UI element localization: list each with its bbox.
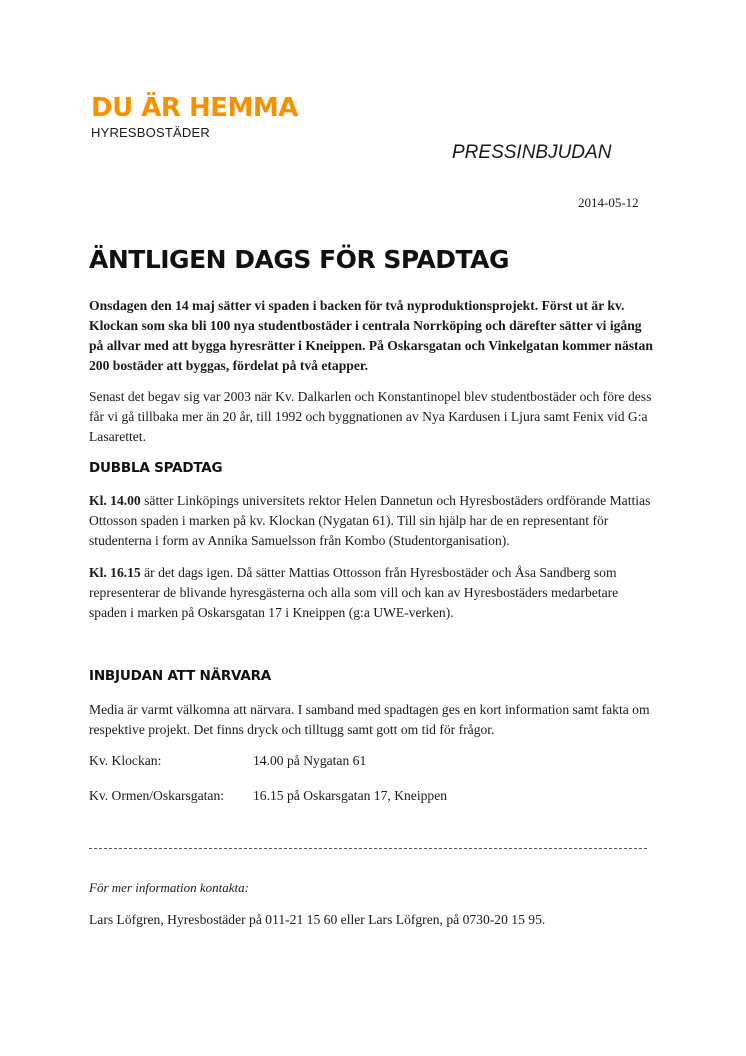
dashed-divider [89, 848, 647, 849]
schedule-label: Kv. Klockan: [89, 753, 162, 768]
schedule-value: 14.00 på Nygatan 61 [253, 753, 367, 768]
document-type: PRESSINBJUDAN [452, 142, 612, 163]
document-date: 2014-05-12 [578, 195, 639, 210]
lead-paragraph: Onsdagen den 14 maj sätter vi spaden i backen för två nyproduktionsprojekt. Först ut är kv. Klockan som ska bli 100 nya studentbostäder i centrala Norrköping och därefter sätter vi igång på allvar med att bygga hyresrätter i Kneippen. På Oskarsgatan och Vinkelgatan kommer nästan 200 bostäder att byggas, fördelat på två etapper. [89, 298, 653, 373]
invitation-paragraph: Media är varmt välkomna att närvara. I samband med spadtagen ges en kort information samt fakta om respektive projekt. Det finns dryck och tilltugg samt gott om tid för frågor. [89, 702, 650, 737]
section-heading-dubbla-spadtag: DUBBLA SPADTAG [89, 460, 223, 476]
contact-label: För mer information kontakta: [89, 880, 249, 895]
contact-details: Lars Löfgren, Hyresbostäder på 011-21 15 60 eller Lars Löfgren, på 0730-20 15 95. [89, 912, 546, 927]
page-title: ÄNTLIGEN DAGS FÖR SPADTAG [89, 245, 510, 274]
event-text-second: är det dags igen. Då sätter Mattias Ottosson från Hyresbostäder och Åsa Sandberg som representerar de blivande hyresgästerna och alla som vill och kan av Hyresbostäders medarbetare spaden i marken på Oskarsgatan 17 i Kneippen (g:a UWE-verken). [89, 565, 619, 620]
event-paragraph-second [89, 563, 659, 623]
event-time-first: Kl. 14.00 [89, 493, 141, 508]
company-logo [91, 93, 298, 141]
event-paragraph-first [89, 491, 659, 551]
schedule-label: Kv. Ormen/Oskarsgatan: [89, 788, 225, 803]
schedule-value: 16.15 på Oskarsgatan 17, Kneippen [253, 788, 448, 803]
event-time-second: Kl. 16.15 [89, 565, 141, 580]
intro-paragraph: Senast det begav sig var 2003 när Kv. Dalkarlen och Konstantinopel blev studentbostäder och före dess får vi gå tillbaka mer än 20 år, till 1992 och byggnationen av Nya Kardusen i Ljura samt Fenix vid G:a Lasarettet. [89, 389, 652, 444]
logo-company-name: HYRESBOSTÄDER [91, 125, 210, 140]
section-heading-inbjudan: INBJUDAN ATT NÄRVARA [89, 668, 272, 684]
logo-wordmark: DU ÄR HEMMA [91, 93, 298, 123]
event-text-first: sätter Linköpings universitets rektor Helen Dannetun och Hyresbostäders ordförande Mattias Ottosson spaden i marken på kv. Klockan (Nygatan 61). Till sin hjälp har de en representant för studenterna i form av Annika Samuelsson från Kombo (Studentorganisation). [89, 493, 651, 548]
